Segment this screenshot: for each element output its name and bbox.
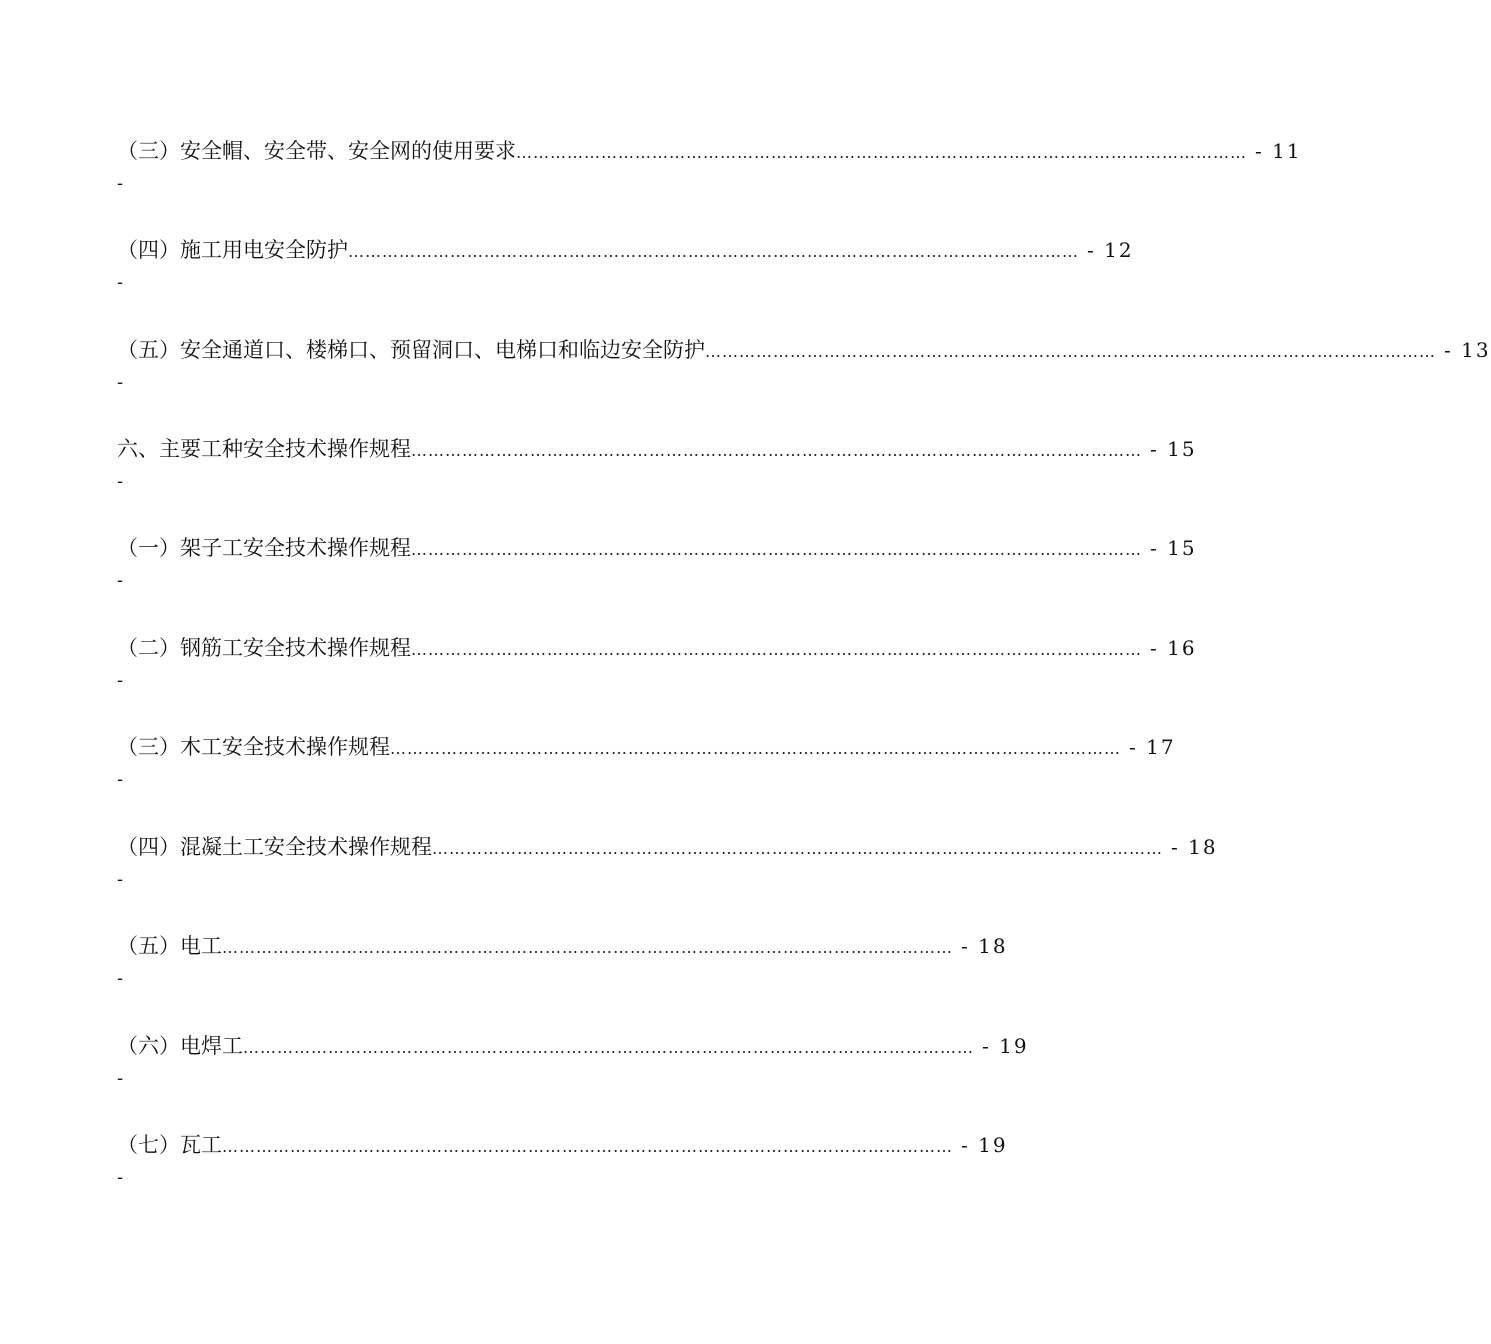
toc-line	[117, 732, 1176, 762]
toc-entry-title: （二）钢筋工安全技术操作规程	[117, 636, 411, 660]
toc-page-suffix: -	[117, 272, 124, 293]
toc-line	[117, 1031, 1029, 1061]
toc-entry-title: （三）木工安全技术操作规程	[117, 735, 390, 759]
toc-entry-title: （七）瓦工	[117, 1133, 222, 1157]
toc-dot-leader: …………………………………………………………………………………………………………………	[411, 441, 1142, 460]
toc-entry[interactable]	[117, 931, 1008, 989]
toc-page-number: - 15	[1150, 437, 1197, 461]
toc-entry-title: 六、主要工种安全技术操作规程	[117, 437, 411, 461]
toc-entry[interactable]	[117, 533, 1197, 591]
toc-entry[interactable]	[117, 1130, 1008, 1188]
toc-dot-leader: …………………………………………………………………………………………………………………	[516, 143, 1247, 162]
toc-line	[117, 832, 1218, 862]
toc-entry[interactable]	[117, 235, 1134, 293]
toc-page-number: - 18	[961, 934, 1008, 958]
toc-page-suffix: -	[117, 1167, 124, 1188]
toc-page-suffix: -	[117, 471, 124, 492]
toc-line	[117, 335, 1491, 365]
toc-dot-leader: …………………………………………………………………………………………………………………	[411, 540, 1142, 559]
toc-dot-leader: …………………………………………………………………………………………………………………	[411, 640, 1142, 659]
toc-page-number: - 17	[1129, 735, 1176, 759]
toc-page-suffix: -	[117, 1068, 124, 1089]
toc-dot-leader: …………………………………………………………………………………………………………………	[705, 342, 1436, 361]
toc-entry-title: （四）施工用电安全防护	[117, 238, 348, 262]
toc-dot-leader: …………………………………………………………………………………………………………………	[432, 839, 1163, 858]
toc-page-number: - 18	[1171, 835, 1218, 859]
toc-line	[117, 1130, 1008, 1160]
toc-dot-leader: …………………………………………………………………………………………………………………	[390, 739, 1121, 758]
toc-page-number: - 16	[1150, 636, 1197, 660]
toc-line	[117, 633, 1197, 663]
toc-entry-title: （五）安全通道口、楼梯口、预留洞口、电梯口和临边安全防护	[117, 338, 705, 362]
toc-dot-leader: …………………………………………………………………………………………………………………	[348, 242, 1079, 261]
toc-page-suffix: -	[117, 173, 124, 194]
toc-entry[interactable]	[117, 434, 1197, 492]
toc-entry-title: （四）混凝土工安全技术操作规程	[117, 835, 432, 859]
toc-page-suffix: -	[117, 570, 124, 591]
toc-page-suffix: -	[117, 670, 124, 691]
toc-entry[interactable]	[117, 335, 1491, 393]
toc-page-suffix: -	[117, 769, 124, 790]
toc-entry-title: （一）架子工安全技术操作规程	[117, 536, 411, 560]
toc-page-number: - 11	[1255, 139, 1302, 163]
toc-line	[117, 931, 1008, 961]
toc-line	[117, 136, 1302, 166]
toc-line	[117, 533, 1197, 563]
toc-page-suffix: -	[117, 372, 124, 393]
toc-dot-leader: …………………………………………………………………………………………………………………	[222, 1137, 953, 1156]
toc-entry[interactable]	[117, 1031, 1029, 1089]
toc-page-number: - 19	[982, 1034, 1029, 1058]
toc-entry[interactable]	[117, 832, 1218, 890]
toc-dot-leader: …………………………………………………………………………………………………………………	[243, 1038, 974, 1057]
toc-page-number: - 12	[1087, 238, 1134, 262]
toc-entry-title: （五）电工	[117, 934, 222, 958]
toc-entry[interactable]	[117, 633, 1197, 691]
toc-line	[117, 235, 1134, 265]
toc-line	[117, 434, 1197, 464]
toc-page-suffix: -	[117, 968, 124, 989]
toc-entry-title: （六）电焊工	[117, 1034, 243, 1058]
toc-entry[interactable]	[117, 732, 1176, 790]
toc-entry[interactable]	[117, 136, 1302, 194]
toc-entry-title: （三）安全帽、安全带、安全网的使用要求	[117, 139, 516, 163]
toc-page-number: - 13	[1444, 338, 1491, 362]
toc-page-suffix: -	[117, 869, 124, 890]
toc-dot-leader: …………………………………………………………………………………………………………………	[222, 938, 953, 957]
toc-page-number: - 15	[1150, 536, 1197, 560]
toc-page-number: - 19	[961, 1133, 1008, 1157]
